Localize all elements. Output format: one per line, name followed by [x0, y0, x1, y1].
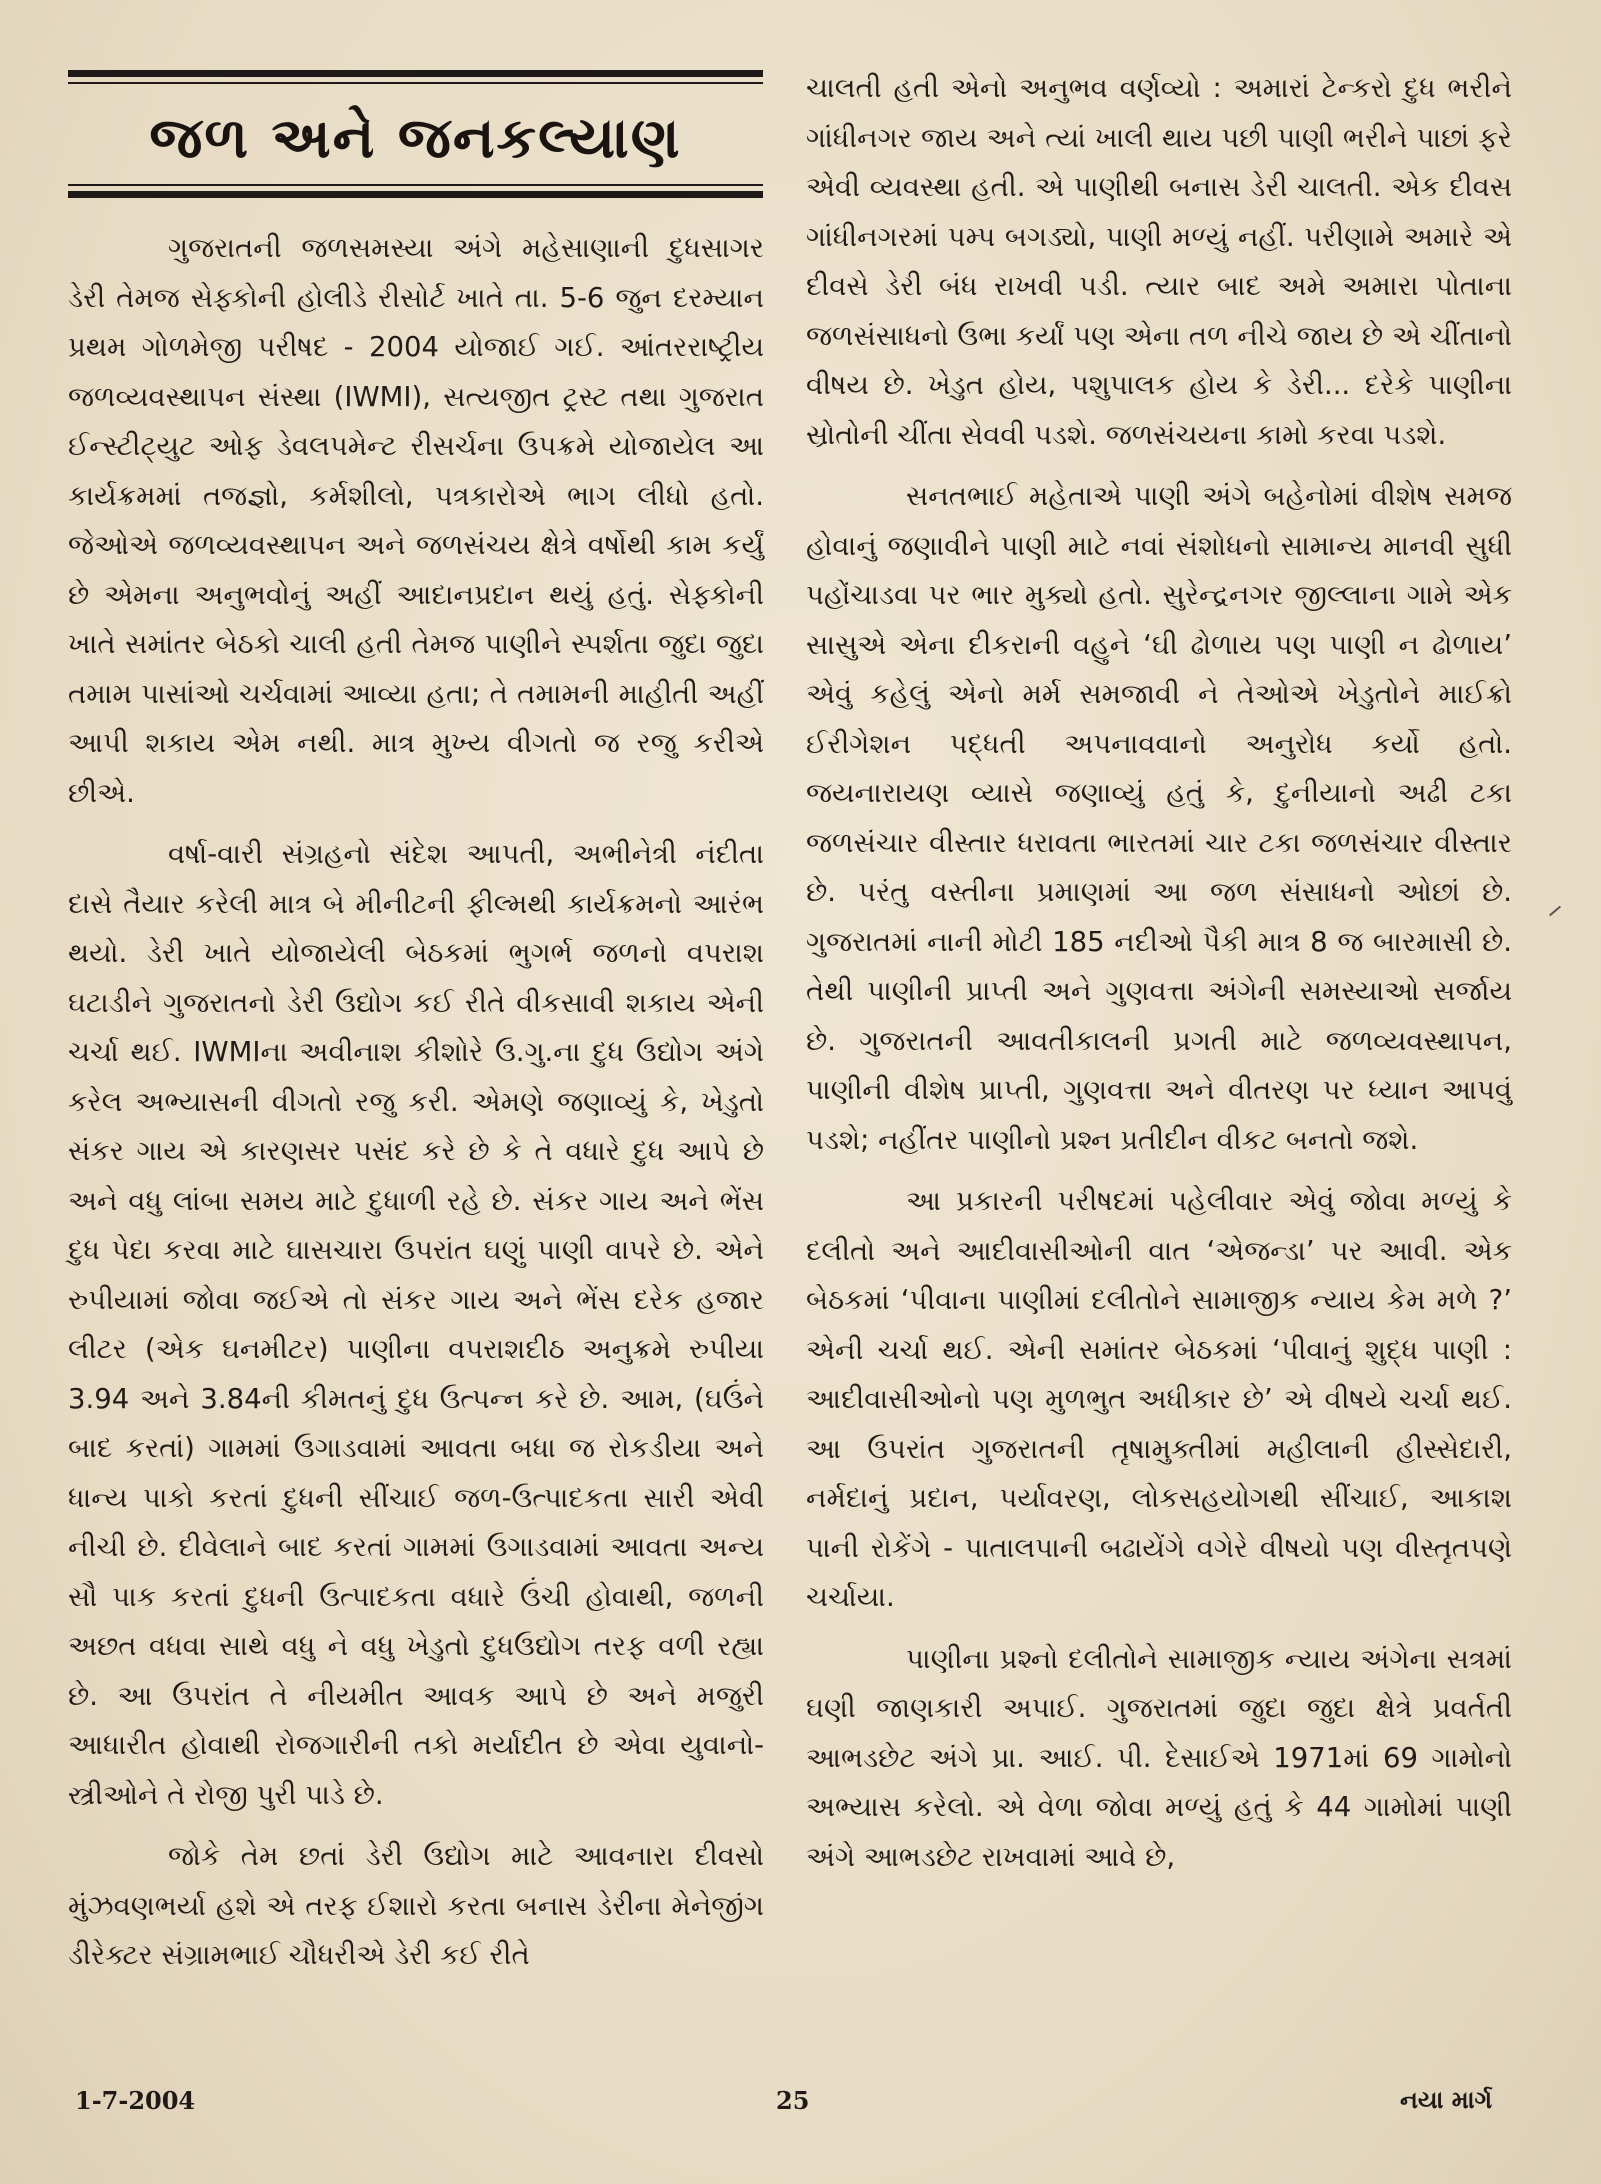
left-column — [68, 224, 764, 1993]
article-title: જળ અને જનકલ્યાણ — [149, 106, 682, 171]
title-rule-bottom-thick — [68, 191, 763, 198]
paragraph: સનતભાઈ મહેતાએ પાણી અંગે બહેનોમાં વીશેષ સમજ હોવાનું જણાવીને પાણી માટે નવાં સંશોધનો સામાન્ય માનવી સુધી પહોંચાડવા પર ભાર મુક્યો હતો. સુરેન્દ્રનગર જીલ્લાના ગામે એક સાસુએ એના દીકરાની વહુને ‘ઘી ઢોળાય પણ પાણી ન ઢોળાય’ એવું કહેલું એનો મર્મ સમજાવી ને તેઓએ ખેડુતોને માઈક્રો ઈરીગેશન પદ્ધતી અપનાવવાનો અનુરોધ કર્યો હતો. જયનારાયણ વ્યાસે જણાવ્યું હતું કે, દુનીયાનો અઢી ટકા જળસંચાર વીસ્તાર ધરાવતા ભારતમાં ચાર ટકા જળસંચાર વીસ્તાર છે. પરંતુ વસ્તીના પ્રમાણમાં આ જળ સંસાધનો ઓછાં છે. ગુજરાતમાં નાની મોટી 185 નદીઓ પૈકી માત્ર 8 જ બારમાસી છે. તેથી પાણીની પ્રાપ્તી અને ગુણવત્તા અંગેની સમસ્યાઓ સર્જાય છે. ગુજરાતની આવતીકાલની પ્રગતી માટે જળવ્યવસ્થાપન, પાણીની વીશેષ પ્રાપ્તી, ગુણવત્તા અને વીતરણ પર ધ્યાન આપવું પડશે; નહીંતર પાણીનો પ્રશ્ન પ્રતીદીન વીકટ બનતો જશે. — [806, 480, 1512, 1156]
paragraph: જોકે તેમ છતાં ડેરી ઉદ્યોગ માટે આવનારા દીવસો મુંઝવણભર્યા હશે એ તરફ ઈશારો કરતા બનાસ ડેરીના મેનેજીંગ ડીરેક્ટર સંગ્રામભાઈ ચૌધરીએ ડેરી કઈ રીતે — [68, 1840, 764, 1971]
page-number: 25 — [776, 2086, 810, 2115]
pen-mark — [1549, 906, 1561, 917]
paragraph: ગુજરાતની જળસમસ્યા અંગે મહેસાણાની દુધસાગર ડેરી તેમજ સેફ્કોની હોલીડે રીસોર્ટ ખાતે તા. 5-6 જુન દરમ્યાન પ્રથમ ગોળમેજી પરીષદ - 2004 યોજાઈ ગઈ. આંતરરાષ્ટ્રીય જળવ્યવસ્થાપન સંસ્થા (IWMI), સત્યજીત ટ્રસ્ટ તથા ગુજરાત ઈન્સ્ટીટ્યુટ ઓફ ડેવલપમેન્ટ રીસર્ચના ઉપક્રમે યોજાયેલ આ કાર્યક્રમમાં તજજ્ઞો, કર્મશીલો, પત્રકારોએ ભાગ લીધો હતો. જેઓએ જળવ્યવસ્થાપન અને જળસંચય ક્ષેત્રે વર્ષોથી કામ કર્યું છે એમના અનુભવોનું અહીં આદાનપ્રદાન થયું હતું. સેફ્કોની ખાતે સમાંતર બેઠકો ચાલી હતી તેમજ પાણીને સ્પર્શતા જુદા જુદા તમામ પાસાંઓ ચર્ચવામાં આવ્યા હતા; તે તમામની માહીતી અહીં આપી શકાય એમ નથી. માત્ર મુખ્ય વીગતો જ રજુ કરીએ છીએ. — [68, 232, 764, 809]
paragraph: વર્ષા-વારી સંગ્રહનો સંદેશ આપતી, અભીનેત્રી નંદીતા દાસે તૈયાર કરેલી માત્ર બે મીનીટની ફીલ્મથી કાર્યક્રમનો આરંભ થયો. ડેરી ખાતે યોજાયેલી બેઠકમાં ભુગર્ભ જળનો વપરાશ ઘટાડીને ગુજરાતનો ડેરી ઉદ્યોગ કઈ રીતે વીકસાવી શકાય એની ચર્ચા થઈ. IWMIના અવીનાશ કીશોરે ઉ.ગુ.ના દુધ ઉદ્યોગ અંગે કરેલ અભ્યાસની વીગતો રજુ કરી. એમણે જણાવ્યું કે, ખેડુતો સંકર ગાય એ કારણસર પસંદ કરે છે કે તે વધારે દુધ આપે છે અને વધુ લાંબા સમય માટે દુધાળી રહે છે. સંકર ગાય અને ભેંસ દુધ પેદા કરવા માટે ઘાસચારા ઉપરાંત ઘણું પાણી વાપરે છે. એને રુપીયામાં જોવા જઈએ તો સંકર ગાય અને ભેંસ દરેક હજાર લીટર (એક ઘનમીટર) પાણીના વપરાશદીઠ અનુક્રમે રુપીયા 3.94 અને 3.84ની કીમતનું દુધ ઉત્પન્ન કરે છે. આમ, (ઘઉંને બાદ કરતાં) ગામમાં ઉગાડવામાં આવતા બધા જ રોકડીયા અને ધાન્ય પાકો કરતાં દુધની સીંચાઈ જળ-ઉત્પાદકતા સારી એવી નીચી છે. દીવેલાને બાદ કરતાં ગામમાં ઉગાડવામાં આવતા અન્ય સૌ પાક કરતાં દુધની ઉત્પાદકતા વધારે ઉંચી હોવાથી, જળની અછત વધવા સાથે વધુ ને વધુ ખેડુતો દુધઉદ્યોગ તરફ વળી રહ્યા છે. આ ઉપરાંત તે નીયમીત આવક આપે છે અને મજુરી આધારીત હોવાથી રોજગારીની તકો મર્યાદીત છે એવા યુવાનો-સ્ત્રીઓને તે રોજી પુરી પાડે છે. — [68, 838, 764, 1811]
footer-date: 1-7-2004 — [75, 2086, 196, 2115]
paragraph: આ પ્રકારની પરીષદમાં પહેલીવાર એવું જોવા મળ્યું કે દલીતો અને આદીવાસીઓની વાત ‘એજન્ડા’ પર આવી. એક બેઠકમાં ‘પીવાના પાણીમાં દલીતોને સામાજીક ન્યાય કેમ મળે ?’ એની ચર્ચા થઈ. એની સમાંતર બેઠકમાં ‘પીવાનું શુદ્ધ પાણી : આદીવાસીઓનો પણ મુળભુત અધીકાર છે’ એ વીષયે ચર્ચા થઈ. આ ઉપરાંત ગુજરાતની તૃષામુક્તીમાં મહીલાની હીસ્સેદારી, નર્મદાનું પ્રદાન, પર્યાવરણ, લોકસહયોગથી સીંચાઈ, આકાશ પાની રોકેંગે - પાતાલપાની બઢાયેંગે વગેરે વીષયો પણ વીસ્તૃતપણે ચર્ચાયા. — [806, 1185, 1512, 1613]
paragraph: પાણીના પ્રશ્નો દલીતોને સામાજીક ન્યાય અંગેના સત્રમાં ઘણી જાણકારી અપાઈ. ગુજરાતમાં જુદા જુદા ક્ષેત્રે પ્રવર્તતી આભડછેટ અંગે પ્રા. આઈ. પી. દેસાઈએ 1971માં 69 ગામોનો અભ્યાસ કરેલો. એ વેળા જોવા મળ્યું હતું કે 44 ગામોમાં પાણી અંગે આભડછેટ રાખવામાં આવે છે, — [806, 1642, 1512, 1873]
title-rule-bottom-thin — [68, 184, 763, 186]
title-rule-top-thick — [68, 70, 763, 77]
right-column — [806, 64, 1512, 1894]
paragraph: ચાલતી હતી એનો અનુભવ વર્ણવ્યો : અમારાં ટેન્કરો દુધ ભરીને ગાંધીનગર જાય અને ત્યાં ખાલી થાય પછી પાણી ભરીને પાછાં ફરે એવી વ્યવસ્થા હતી. એ પાણીથી બનાસ ડેરી ચાલતી. એક દીવસ ગાંધીનગરમાં પમ્પ બગડ્યો, પાણી મળ્યું નહીં. પરીણામે અમારે એ દીવસે ડેરી બંધ રાખવી પડી. ત્યાર બાદ અમે અમારા પોતાના જળસંસાધનો ઉભા કર્યાં પણ એના તળ નીચે જાય છે એ ચીંતાનો વીષય છે. ખેડુત હોય, પશુપાલક હોય કે ડેરી... દરેકે પાણીના સ્રોતોની ચીંતા સેવવી પડશે. જળસંચયના કામો કરવા પડશે. — [806, 72, 1512, 451]
magazine-name: નયા માર્ગ — [1400, 2086, 1493, 2114]
title-rule-top-thin — [68, 82, 763, 84]
